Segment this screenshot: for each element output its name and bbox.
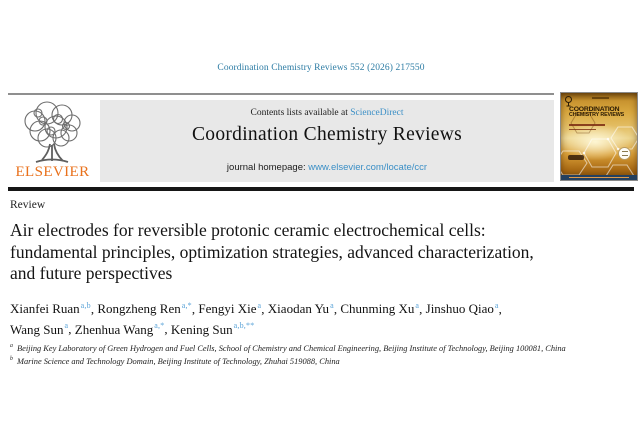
cover-impact-badge	[618, 147, 631, 160]
author-affiliation-superscript: a	[257, 301, 262, 310]
elsevier-tree-icon	[14, 100, 90, 164]
journal-title: Coordination Chemistry Reviews	[191, 124, 463, 145]
journal-homepage-link[interactable]: www.elsevier.com/locate/ccr	[308, 162, 428, 173]
cover-bottom-strip	[561, 175, 637, 181]
cover-title-line2: CHEMISTRY REVIEWS	[569, 112, 625, 119]
author: Zhenhua Wang$^{a,*}$	[74, 321, 165, 337]
contents-line	[100, 108, 554, 118]
header-bottom-rule	[8, 187, 634, 191]
sciencedirect-link[interactable]: ScienceDirect	[350, 108, 404, 118]
article-title-line: and future perspectives	[10, 263, 173, 283]
author: Jinshuo Qiao$^a$	[425, 301, 499, 317]
author-affiliation-superscript: a	[64, 321, 69, 331]
author: Chunming Xu$^a$	[340, 301, 420, 317]
homepage-line	[100, 162, 554, 173]
author-affiliation-superscript: a,b	[80, 301, 91, 310]
affiliation-list	[10, 341, 640, 367]
affiliation: $^a$ Beijing Key Laboratory of Green Hydrogen and Fuel Cells, School of Chemistry and Chemical Engineering, Beijing Institute of Technology, Beijing 100081, China	[10, 343, 566, 353]
author: Wang Sun$^a$	[10, 321, 69, 337]
author: Xiaodan Yu$^a$	[267, 301, 334, 317]
author-affiliation-superscript: a	[494, 301, 499, 310]
cover-title-line1: COORDINATION	[569, 106, 620, 113]
author-affiliation-superscript: a	[415, 301, 420, 310]
author-affiliation-superscript: a	[330, 301, 334, 310]
author: Xianfei Ruan$^{a,b}$	[10, 301, 91, 317]
author: Kening Sun$^{a,b,**}$	[170, 321, 255, 337]
journal-cover-thumbnail	[560, 92, 638, 181]
contents-prefix: Contents lists available at	[250, 108, 351, 118]
author: Fengyi Xie$^a$	[198, 301, 262, 317]
cover-issn-text-bar	[592, 97, 609, 99]
article-title	[10, 220, 636, 285]
header-top-rule	[8, 93, 554, 95]
cover-editor-text-bar	[569, 124, 605, 126]
cover-editor-text-bar2	[569, 129, 596, 131]
journal-header-band	[100, 100, 554, 182]
article-type-label: Review	[10, 199, 46, 211]
cover-sciencedirect-pill	[568, 155, 584, 160]
affiliation: $^b$ Marine Science and Technology Domain, Beijing Institute of Technology, Zhuhai 519088, China	[10, 355, 340, 366]
author-affiliation-superscript: a,*	[181, 301, 192, 310]
journal-citation: Coordination Chemistry Reviews 552 (2026) 217550	[217, 63, 425, 73]
author-affiliation-superscript: a,*	[154, 321, 165, 331]
article-title-line: fundamental principles, optimization strategies, advanced characterization,	[10, 241, 534, 262]
author-affiliation-superscript: a,b,**	[233, 321, 255, 331]
article-title-line: Air electrodes for reversible protonic ceramic electrochemical cells:	[10, 220, 486, 240]
homepage-prefix: journal homepage:	[226, 162, 309, 173]
elsevier-wordmark: ELSEVIER	[15, 164, 90, 180]
author: Rongzheng Ren$^{a,*}$	[97, 301, 192, 317]
elsevier-logo	[10, 100, 95, 182]
author-list: Xianfei Ruan$^{a,b}$, Rongzheng Ren$^{a,*}$, Fengyi Xie$^a$, Xiaodan Yu$^a$, Chunming Xu$^a$, Jinshuo Qiao$^a$, Wang Sun$^a$, Zhenhua Wang$^{a,*}$, Kening Sun$^{a,b,**}$	[10, 301, 502, 337]
cover-title	[569, 106, 624, 119]
